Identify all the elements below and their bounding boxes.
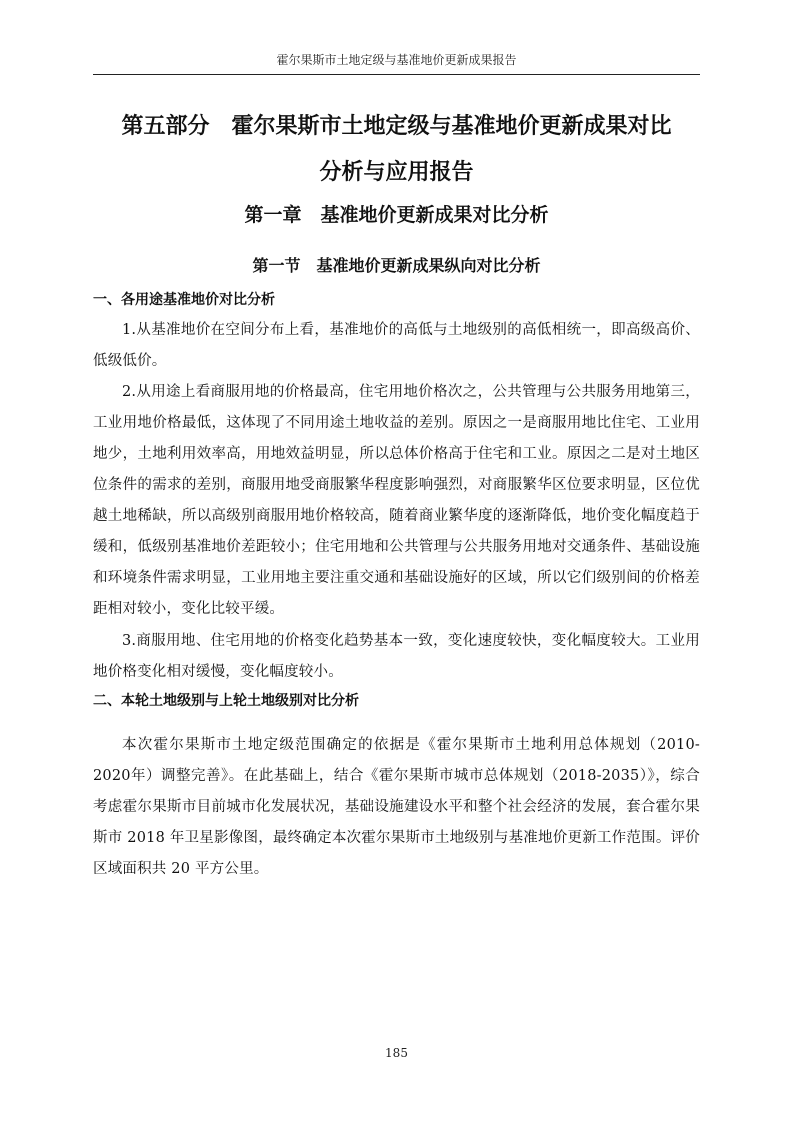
subsection-heading-2: 二、本轮土地级别与上轮土地级别对比分析 (93, 693, 359, 709)
chapter-title: 第一章 基准地价更新成果对比分析 (244, 204, 549, 226)
paragraph: 本次霍尔果斯市土地定级范围确定的依据是《霍尔果斯市土地利用总体规划（2010-2020年）调整完善》。在此基础上，结合《霍尔果斯市城市总体规划（2018-2035）》，综合考虑霍尔果斯市目前城市化发展状况，基础设施建设水平和整个社会经济的发展，套合霍尔果斯市 2018 年卫星影像图，最终确定本次霍尔果斯市土地级别与基准地价更新工作范围。评价区域面积共 20 平方公里。 (93, 737, 700, 877)
paragraph: 3.商服用地、住宅用地的价格变化趋势基本一致，变化速度较快，变化幅度较大。工业用地价格变化相对缓慢，变化幅度较小。 (93, 633, 700, 680)
paragraph: 2.从用途上看商服用地的价格最高，住宅用地价格次之，公共管理与公共服务用地第三，工业用地价格最低，这体现了不同用途土地收益的差别。原因之一是商服用地比住宅、工业用地少，土地利用效率高，用地效益明显，所以总体价格高于住宅和工业。原因之二是对土地区位条件的需求的差别，商服用地受商服繁华程度影响强烈，对商服繁华区位要求明显，区位优越土地稀缺，所以高级别商服用地价格较高，随着商业繁华度的逐渐降低，地价变化幅度趋于缓和，低级别基准地价差距较小；住宅用地和公共管理与公共服务用地对交通条件、基础设施和环境条件需求明显，工业用地主要注重交通和基础设施好的区域，所以它们级别间的价格差距相对较小，变化比较平缓。 (93, 384, 700, 617)
part-title-line-1: 第五部分 霍尔果斯市土地定级与基准地价更新成果对比 (121, 114, 672, 139)
section-title: 第一节 基准地价更新成果纵向对比分析 (252, 256, 541, 275)
part-title-line-2: 分析与应用报告 (319, 160, 474, 185)
paragraph: 1.从基准地价在空间分布上看，基准地价的高低与土地级别的高低相统一，即高级高价、低级低价。 (93, 322, 700, 369)
running-header: 霍尔果斯市土地定级与基准地价更新成果报告 (93, 50, 700, 75)
subsection-heading-1: 一、各用途基准地价对比分析 (93, 292, 275, 308)
page-number: 185 (385, 1046, 408, 1060)
